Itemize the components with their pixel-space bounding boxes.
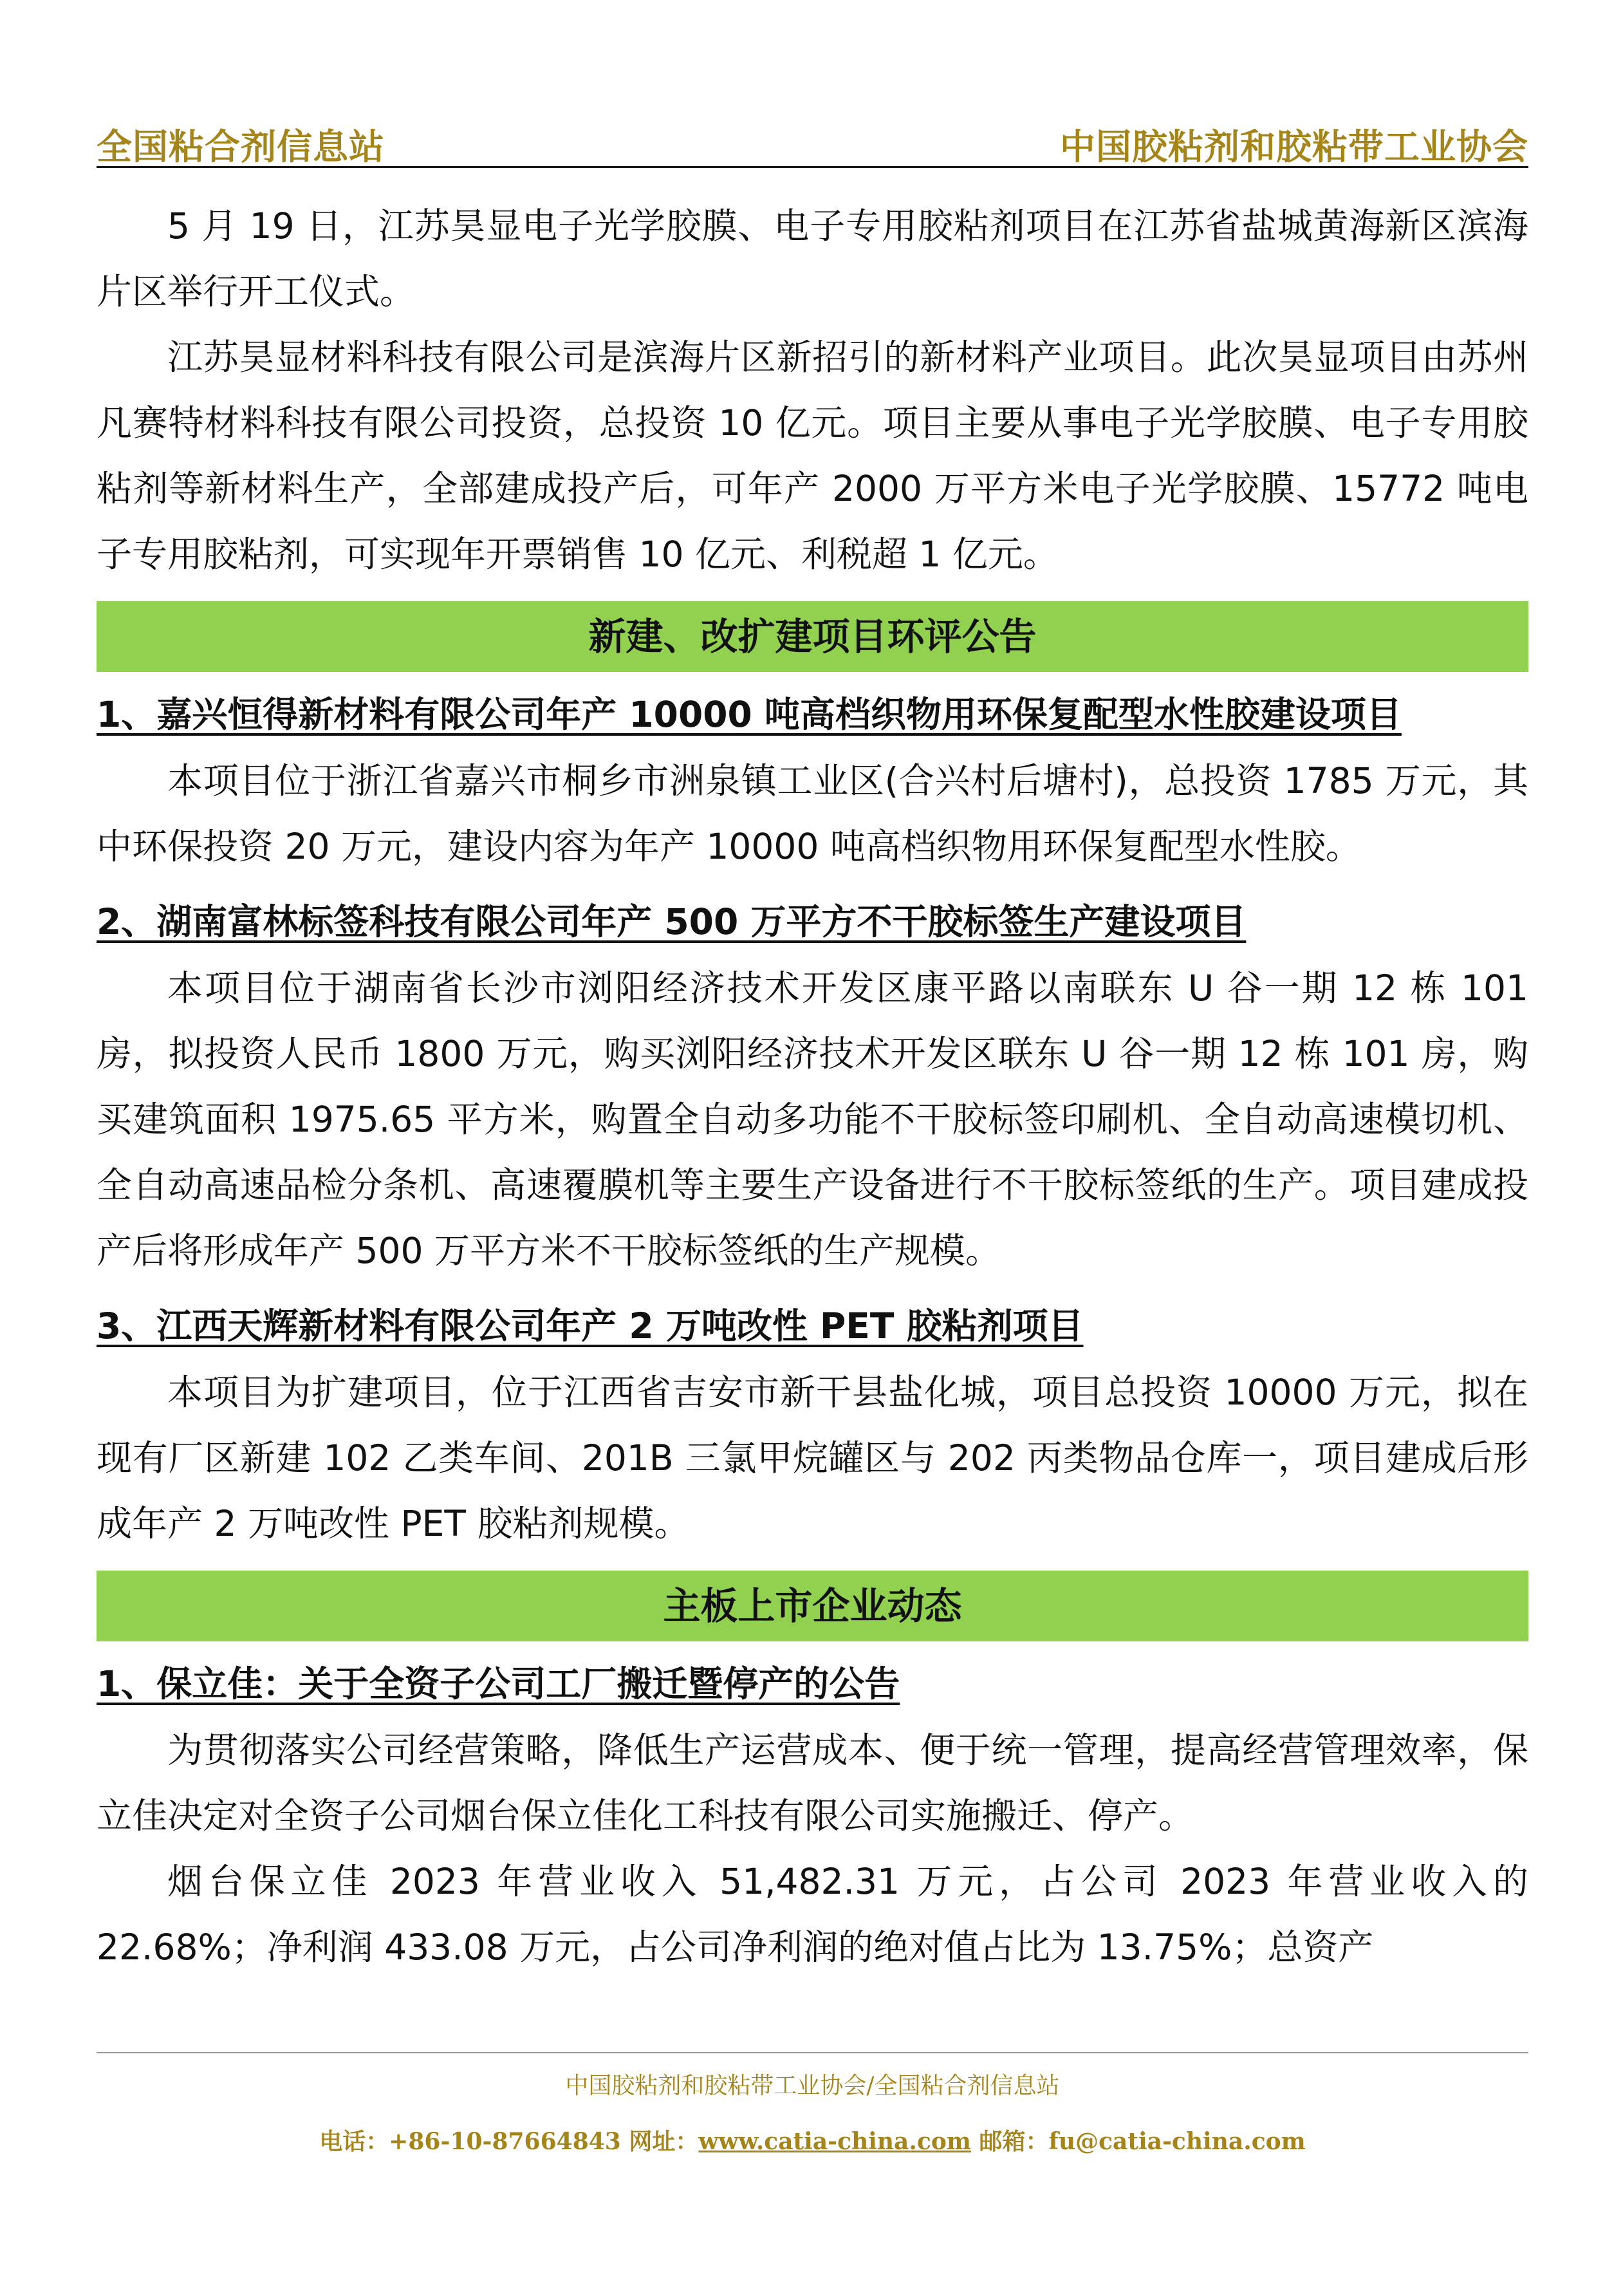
- footer-email: 邮箱：fu@catia-china.com: [970, 2128, 1306, 2155]
- intro-paragraph-1: 5 月 19 日，江苏昊显电子光学胶膜、电子专用胶粘剂项目在江苏省盐城黄海新区滨海片区举行开工仪式。: [97, 205, 1528, 312]
- project-heading-3: [97, 1293, 1528, 1359]
- footer-organization: 中国胶粘剂和胶粘带工业协会/全国粘合剂信息站: [565, 2073, 1060, 2099]
- company-heading-1: [97, 1650, 1528, 1717]
- project-body-1: 本项目位于浙江省嘉兴市桐乡市洲泉镇工业区(合兴村后塘村)，总投资 1785 万元，其中环保投资 20 万元，建设内容为年产 10000 吨高档织物用环保复配型水性胶。: [97, 760, 1528, 867]
- page-footer: [97, 2052, 1528, 2156]
- company-body-1b: 烟台保立佳 2023 年营业收入 51,482.31 万元，占公司 2023 年营业收入的 22.68%；净利润 433.08 万元，占公司净利润的绝对值占比为 13.75%；总资产: [97, 1861, 1528, 1968]
- section-title-eia: 新建、改扩建项目环评公告: [97, 601, 1528, 672]
- project-heading-1: [97, 681, 1528, 748]
- company-body-1a: 为贯彻落实公司经营策略，降低生产运营成本、便于统一管理，提高经营管理效率，保立佳决定对全资子公司烟台保立佳化工科技有限公司实施搬迁、停产。: [97, 1730, 1528, 1836]
- footer-phone: 电话：+86-10-87664843 网址：: [319, 2128, 699, 2155]
- header-association-name: 中国胶粘剂和胶粘带工业协会: [1059, 126, 1528, 167]
- intro-paragraph-2: 江苏昊显材料科技有限公司是滨海片区新招引的新材料产业项目。此次昊显项目由苏州凡赛特材料科技有限公司投资，总投资 10 亿元。项目主要从事电子光学胶膜、电子专用胶粘剂等新材料生产，全部建成投产后，可年产 2000 万平方米电子光学胶膜、15772 吨电子专用胶粘剂，可实现年开票销售 10 亿元、利税超 1 亿元。: [97, 337, 1528, 575]
- project-body-2: 本项目位于湖南省长沙市浏阳经济技术开发区康平路以南联东 U 谷一期 12 栋 101 房，拟投资人民币 1800 万元，购买浏阳经济技术开发区联东 U 谷一期 12 栋 101 房，购买建筑面积 1975.65 平方米，购置全自动多功能不干胶标签印刷机、全自动高速模切机、全自动高速品检分条机、高速覆膜机等主要生产设备进行不干胶标签纸的生产。项目建成投产后将形成年产 500 万平方米不干胶标签纸的生产规模。: [97, 967, 1528, 1271]
- project-heading-3-text: 3、江西天辉新材料有限公司年产 2 万吨改性 PET 胶粘剂项目: [97, 1305, 1084, 1347]
- project-heading-2: [97, 888, 1528, 955]
- project-heading-2-text: 2、湖南富林标签科技有限公司年产 500 万平方不干胶标签生产建设项目: [97, 901, 1247, 942]
- section-title-listed-companies: 主板上市企业动态: [97, 1571, 1528, 1641]
- document-body: [97, 193, 1528, 1980]
- footer-contact: [97, 2123, 1528, 2156]
- footer-website-link[interactable]: www.catia-china.com: [698, 2128, 971, 2155]
- header-site-name: 全国粘合剂信息站: [97, 126, 385, 167]
- project-body-3: 本项目为扩建项目，位于江西省吉安市新干县盐化城，项目总投资 10000 万元，拟在现有厂区新建 102 乙类车间、201B 三氯甲烷罐区与 202 丙类物品仓库一，项目建成后形成年产 2 万吨改性 PET 胶粘剂规模。: [97, 1372, 1528, 1544]
- project-heading-1-text: 1、嘉兴恒得新材料有限公司年产 10000 吨高档织物用环保复配型水性胶建设项目: [97, 694, 1402, 735]
- company-heading-1-text: 1、保立佳：关于全资子公司工厂搬迁暨停产的公告: [97, 1663, 900, 1704]
- page-header: [97, 115, 1528, 168]
